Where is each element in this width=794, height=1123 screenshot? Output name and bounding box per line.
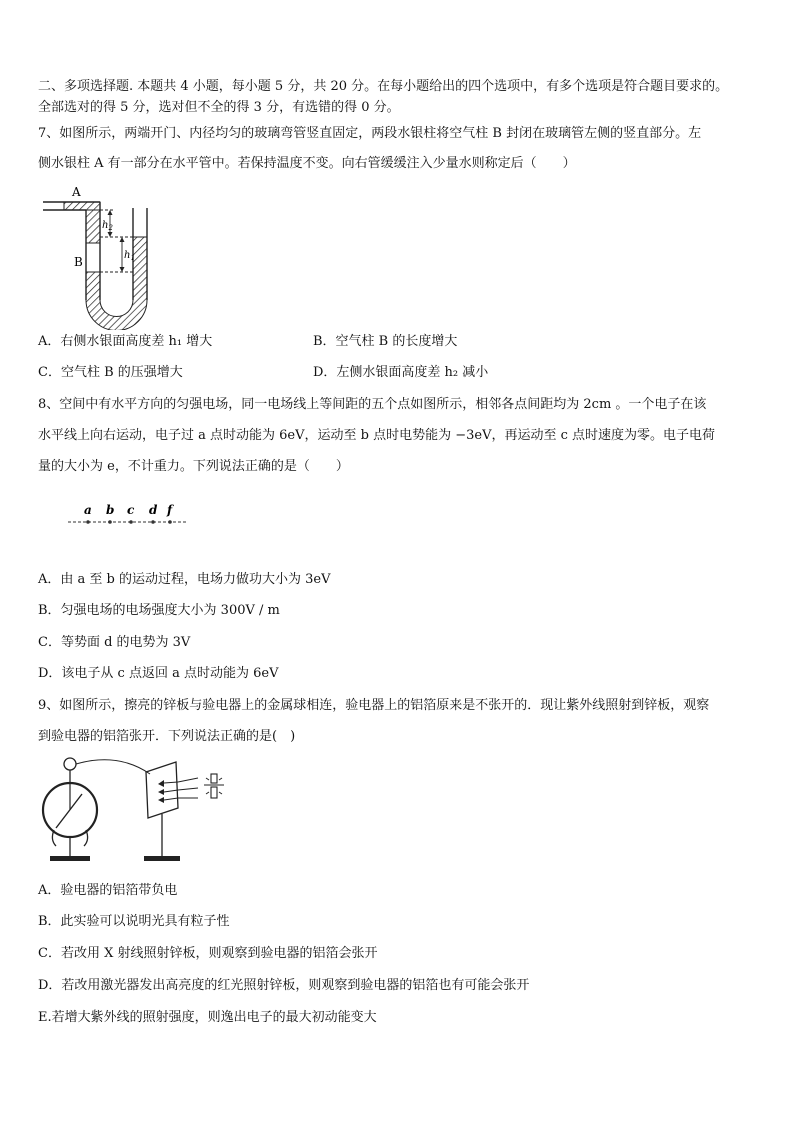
q9-option-b[interactable]: B．此实验可以说明光具有粒子性: [38, 914, 230, 929]
q8-point-b: b: [106, 503, 115, 517]
q9-option-a[interactable]: A．验电器的铝箔带负电: [38, 883, 178, 898]
section-header-line-1: 二、多项选择题. 本题共 4 小题，每小题 5 分，共 20 分。在每小题给出的四个选项中，有多个选项是符合题目要求的。: [38, 79, 729, 94]
q7-option-d[interactable]: D．左侧水银面高度差 h₂ 减小: [313, 365, 489, 380]
q8-point-c: c: [127, 503, 135, 517]
q7-label-b: B: [74, 255, 83, 269]
q9-option-c[interactable]: C．若改用 X 射线照射锌板，则观察到验电器的铝箔会张开: [38, 946, 378, 961]
q9-stem-line-1: 9、如图所示，擦亮的锌板与验电器上的金属球相连，验电器上的铝箔原来是不张开的．现让紫外线照射到锌板，观察: [38, 698, 710, 713]
q9-stem-line-2: 到验电器的铝箔张开．下列说法正确的是( ): [38, 729, 296, 744]
q8-option-b[interactable]: B．匀强电场的电场强度大小为 300V / m: [38, 603, 280, 618]
q7-stem-line-2: 侧水银柱 A 有一部分在水平管中。若保持温度不变。向右管缓缓注入少量水则称定后（ ）: [38, 156, 576, 171]
q8-field-line-figure: [66, 500, 196, 532]
q8-option-a[interactable]: A．由 a 至 b 的运动过程，电场力做功大小为 3eV: [38, 572, 331, 587]
q8-option-c[interactable]: C．等势面 d 的电势为 3V: [38, 635, 191, 650]
q8-point-d: d: [149, 503, 158, 517]
q8-stem-line-3: 量的大小为 e，不计重力。下列说法正确的是（ ）: [38, 459, 349, 474]
q7-option-c[interactable]: C．空气柱 B 的压强增大: [38, 365, 183, 380]
q7-stem-line-1: 7、如图所示，两端开门、内径均匀的玻璃弯管竖直固定，两段水银柱将空气柱 B 封闭在玻璃管左侧的竖直部分。左: [38, 126, 702, 141]
q8-stem-line-2: 水平线上向右运动，电子过 a 点时动能为 6eV，运动至 b 点时电势能为 −3eV，再运动至 c 点时速度为零。电子电荷: [38, 428, 716, 443]
q8-option-d[interactable]: D．该电子从 c 点返回 a 点时动能为 6eV: [38, 666, 279, 681]
q9-option-d[interactable]: D．若改用激光器发出高亮度的红光照射锌板，则观察到验电器的铝箔也有可能会张开: [38, 978, 530, 993]
q8-point-a: a: [84, 503, 92, 517]
q9-option-e[interactable]: E.若增大紫外线的照射强度，则逸出电子的最大初动能变大: [38, 1010, 377, 1025]
q8-stem-line-1: 8、空间中有水平方向的匀强电场，同一电场线上等间距的五个点如图所示，相邻各点间距均为 2cm 。一个电子在该: [38, 397, 707, 412]
q9-electroscope-figure: [38, 752, 238, 870]
q8-point-f: f: [167, 503, 173, 517]
q7-label-h1: $h_1$: [124, 250, 135, 262]
q7-u-tube-figure: [38, 180, 168, 330]
q7-label-h2: $h_2$: [102, 220, 113, 232]
q7-option-a[interactable]: A．右侧水银面高度差 h₁ 增大: [38, 334, 213, 349]
section-header-line-2: 全部选对的得 5 分，选对但不全的得 3 分，有选错的得 0 分。: [38, 100, 400, 115]
q7-option-b[interactable]: B．空气柱 B 的长度增大: [313, 334, 458, 349]
q7-label-a: A: [72, 185, 81, 199]
